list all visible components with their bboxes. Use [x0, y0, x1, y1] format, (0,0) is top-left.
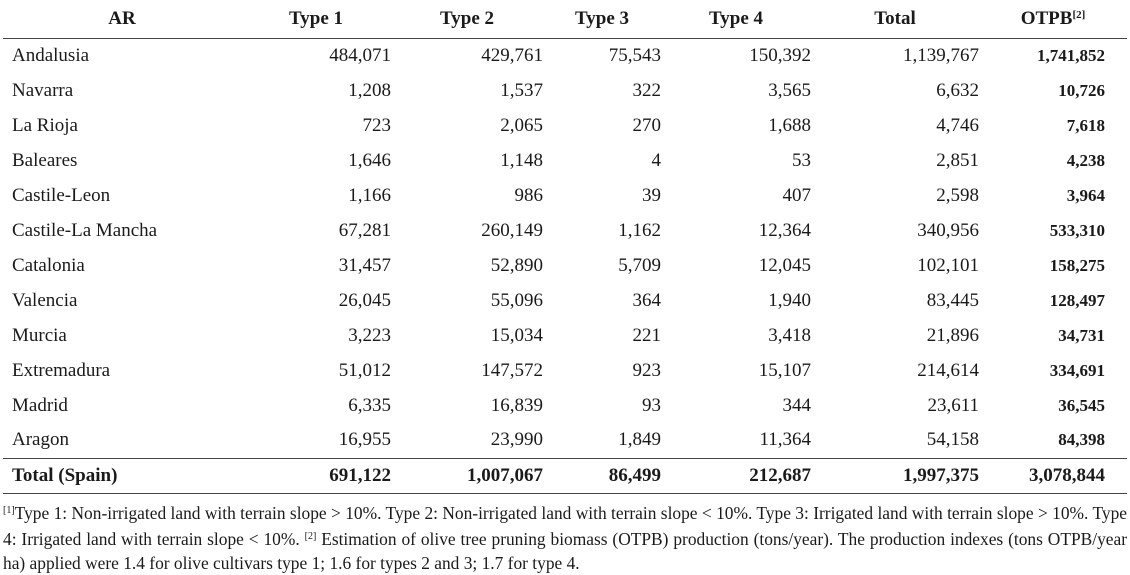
- cell-ar: Madrid: [12, 394, 68, 416]
- cell-ar: Navarra: [12, 79, 74, 101]
- cell-ar: Catalonia: [12, 254, 85, 276]
- cell-total: 83,445: [926, 289, 979, 311]
- cell-type2: 1,007,067: [467, 464, 543, 486]
- cell-type4: 212,687: [749, 464, 811, 486]
- olive-pruning-table: [3, 0, 1127, 494]
- footnote-marker-1: [1]: [3, 505, 15, 516]
- cell-otpb: 3,078,844: [1029, 464, 1105, 486]
- cell-total: 21,896: [926, 324, 979, 346]
- cell-type4: 407: [782, 184, 811, 206]
- cell-type2: 23,990: [490, 429, 543, 451]
- header-type4: Type 4: [661, 0, 811, 38]
- table-row: [3, 423, 1127, 458]
- cell-type2: 55,096: [490, 289, 543, 311]
- cell-otpb: 36,545: [1058, 395, 1105, 415]
- cell-type2: 15,034: [490, 324, 543, 346]
- cell-type1: 31,457: [338, 254, 391, 276]
- cell-ar: Castile-La Mancha: [12, 219, 158, 241]
- footnote-text-1: Type 1: Non-irrigated land with terrain slope > 10%. Type 2: Non-irrigated land with terrain slope < 10%. Type 3: Irrigated land with terrain slope > 10%. Type 4: Irrigated land with terrain slope < 10%.: [3, 503, 1127, 549]
- table-row: [3, 353, 1127, 388]
- cell-type4: 15,107: [758, 359, 811, 381]
- cell-total: 1,997,375: [903, 464, 979, 486]
- header-type1: Type 1: [241, 0, 391, 38]
- cell-type1: 16,955: [338, 429, 391, 451]
- cell-total: 340,956: [917, 219, 979, 241]
- cell-type3: 75,543: [608, 44, 661, 66]
- header-total: Total: [811, 0, 979, 38]
- cell-otpb: 7,618: [1066, 115, 1105, 135]
- table-row: [3, 248, 1127, 283]
- cell-otpb: 3,964: [1066, 185, 1105, 205]
- cell-type3: 1,162: [618, 219, 661, 241]
- cell-type2: 1,148: [500, 149, 543, 171]
- header-type3: Type 3: [543, 0, 661, 38]
- cell-otpb: 10,726: [1058, 80, 1105, 100]
- cell-total: 1,139,767: [903, 44, 979, 66]
- table-row: [3, 38, 1127, 73]
- cell-type3: 86,499: [608, 464, 661, 486]
- cell-type2: 986: [514, 184, 543, 206]
- cell-ar: Murcia: [12, 324, 67, 346]
- cell-type4: 3,565: [768, 79, 811, 101]
- cell-type2: 147,572: [481, 359, 543, 381]
- cell-type3: 5,709: [618, 254, 661, 276]
- cell-type2: 2,065: [500, 114, 543, 136]
- cell-type3: 364: [632, 289, 661, 311]
- cell-otpb: 158,275: [1049, 255, 1105, 275]
- cell-total: 6,632: [936, 79, 979, 101]
- table-footnote: [3, 499, 1127, 575]
- cell-type4: 12,045: [758, 254, 811, 276]
- cell-type3: 39: [642, 184, 661, 206]
- cell-type1: 484,071: [329, 44, 391, 66]
- cell-total: 54,158: [926, 429, 979, 451]
- cell-type4: 344: [782, 394, 811, 416]
- cell-type1: 6,335: [348, 394, 391, 416]
- cell-otpb: 128,497: [1049, 290, 1105, 310]
- table-row: [3, 318, 1127, 353]
- cell-type3: 4: [651, 149, 661, 171]
- cell-type3: 93: [642, 394, 661, 416]
- cell-ar: Total (Spain): [12, 464, 118, 486]
- header-otpb-label: OTPB: [1020, 7, 1073, 29]
- header-type2: Type 2: [391, 0, 543, 38]
- cell-ar: La Rioja: [12, 114, 78, 136]
- table-row: [3, 143, 1127, 178]
- cell-type1: 1,166: [348, 184, 391, 206]
- cell-otpb: 533,310: [1049, 220, 1105, 240]
- cell-type1: 26,045: [338, 289, 391, 311]
- cell-type2: 16,839: [490, 394, 543, 416]
- footnote-marker-2: [2]: [304, 531, 317, 542]
- header-otpb-footnote-marker: [2]: [1072, 8, 1086, 21]
- table-total-row: [3, 458, 1127, 493]
- cell-type1: 723: [362, 114, 391, 136]
- cell-type4: 11,364: [759, 429, 811, 451]
- cell-ar: Andalusia: [12, 44, 90, 66]
- footnote-text-2: Estimation of olive tree pruning biomass (OTPB) production (tons/year). The production indexes (tons OTPB/year ha) applied were 1.4 for olive cultivars type 1; 1.6 for types 2 and 3; 1.7 for type 4.: [3, 529, 1127, 573]
- cell-type1: 691,122: [329, 464, 391, 486]
- cell-type4: 150,392: [749, 44, 811, 66]
- cell-total: 23,611: [927, 394, 979, 416]
- cell-ar: Aragon: [12, 429, 69, 451]
- header-row: [3, 0, 1127, 38]
- table-body: [3, 38, 1127, 493]
- cell-type1: 1,208: [348, 79, 391, 101]
- cell-type2: 429,761: [481, 44, 543, 66]
- cell-type1: 3,223: [348, 324, 391, 346]
- cell-type4: 12,364: [758, 219, 811, 241]
- cell-otpb: 84,398: [1058, 430, 1105, 450]
- cell-type3: 221: [632, 324, 661, 346]
- cell-type3: 1,849: [618, 429, 661, 451]
- cell-total: 2,598: [936, 184, 979, 206]
- cell-type1: 51,012: [338, 359, 391, 381]
- cell-ar: Castile-Leon: [12, 184, 111, 206]
- cell-type4: 1,940: [768, 289, 811, 311]
- cell-otpb: 34,731: [1058, 325, 1105, 345]
- cell-ar: Extremadura: [12, 359, 111, 381]
- table-row: [3, 213, 1127, 248]
- cell-type4: 53: [792, 149, 811, 171]
- cell-type3: 322: [632, 79, 661, 101]
- table-row: [3, 388, 1127, 423]
- cell-type4: 3,418: [768, 324, 811, 346]
- cell-type4: 1,688: [768, 114, 811, 136]
- cell-type1: 1,646: [348, 149, 391, 171]
- cell-type2: 52,890: [490, 254, 543, 276]
- table-row: [3, 283, 1127, 318]
- cell-ar: Valencia: [12, 289, 78, 311]
- table-row: [3, 178, 1127, 213]
- cell-total: 4,746: [936, 114, 979, 136]
- table-row: [3, 108, 1127, 143]
- cell-total: 2,851: [936, 149, 979, 171]
- cell-otpb: 1,741,852: [1037, 45, 1105, 65]
- cell-type1: 67,281: [338, 219, 391, 241]
- table-row: [3, 73, 1127, 108]
- cell-type2: 260,149: [481, 219, 543, 241]
- cell-type3: 923: [632, 359, 661, 381]
- table-header: [3, 0, 1127, 38]
- cell-total: 102,101: [917, 254, 979, 276]
- cell-type3: 270: [632, 114, 661, 136]
- cell-ar: Baleares: [12, 149, 78, 171]
- cell-total: 214,614: [917, 359, 979, 381]
- header-otpb: [979, 0, 1127, 38]
- header-ar: AR: [3, 0, 241, 38]
- cell-type2: 1,537: [500, 79, 543, 101]
- cell-otpb: 4,238: [1066, 150, 1105, 170]
- cell-otpb: 334,691: [1049, 360, 1105, 380]
